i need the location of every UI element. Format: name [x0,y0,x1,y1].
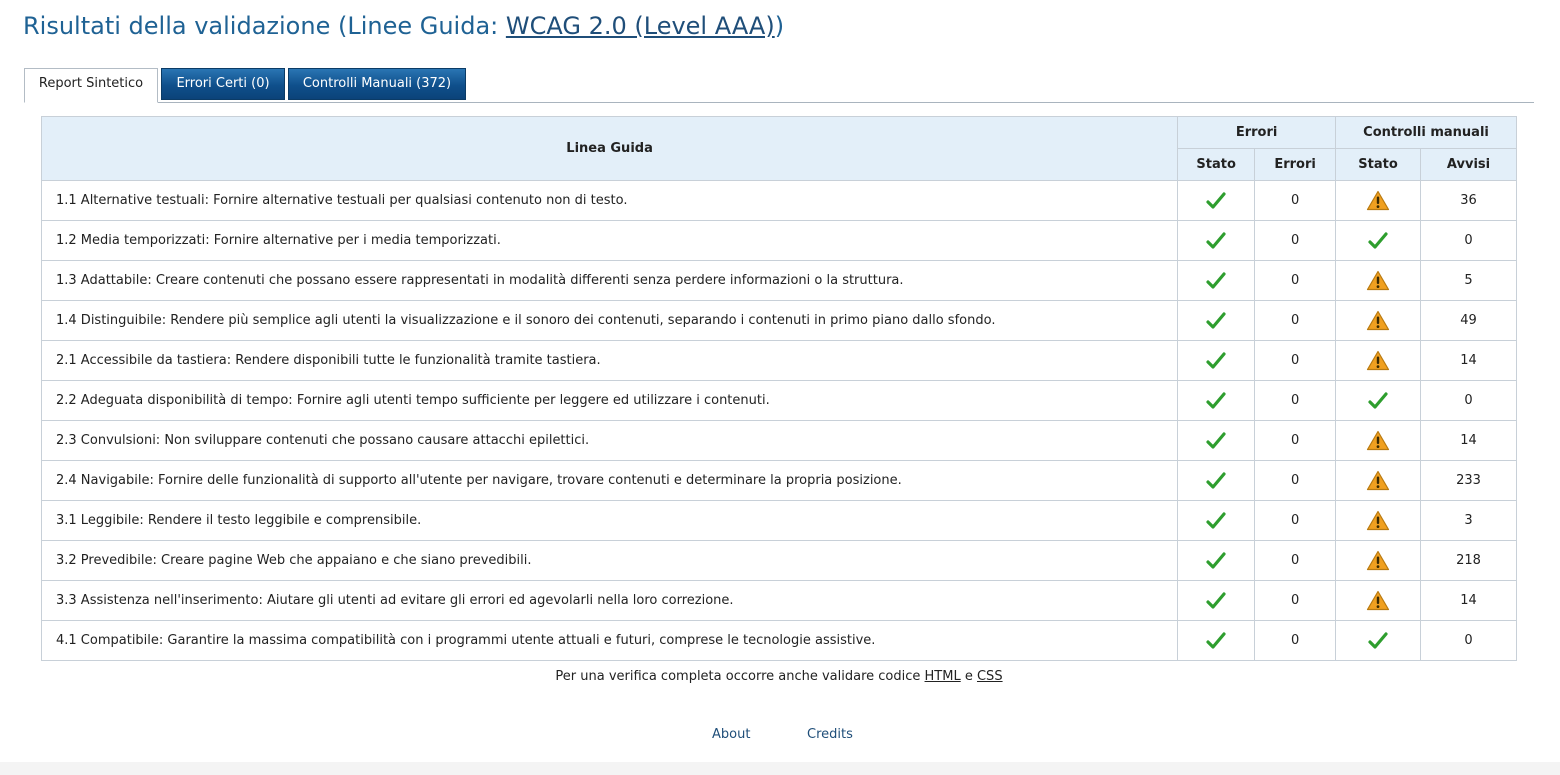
check-icon [1206,393,1226,408]
warning-icon [1366,553,1390,568]
guideline-cell: 2.2 Adeguata disponibilità di tempo: Fornire agli utenti tempo sufficiente per leggere ed utilizzare i contenuti. [42,381,1178,421]
error-status-cell [1178,221,1255,261]
error-status-cell [1178,381,1255,421]
page-title [23,12,784,40]
error-status-cell [1178,621,1255,661]
error-count-cell: 0 [1255,621,1336,661]
guideline-cell: 1.4 Distinguibile: Rendere più semplice agli utenti la visualizzazione e il sonoro dei contenuti, separando i contenuti in primo piano dallo sfondo. [42,301,1178,341]
manual-status-cell [1336,261,1421,301]
table-row [42,461,1517,501]
header-avvisi: Avvisi [1421,149,1517,181]
manual-status-cell [1336,581,1421,621]
check-icon [1206,513,1226,528]
warnings-count-cell: 3 [1421,501,1517,541]
check-icon [1206,433,1226,448]
css-link[interactable]: CSS [976,669,1003,684]
guideline-cell: 2.4 Navigabile: Fornire delle funzionalità di supporto all'utente per navigare, trovare contenuti e determinare la propria posizione. [42,461,1178,501]
page-title-prefix: Risultati della validazione (Linee Guida: [23,12,506,40]
manual-status-cell [1336,541,1421,581]
error-count-cell: 0 [1255,581,1336,621]
warning-icon [1366,593,1390,608]
manual-status-cell [1336,301,1421,341]
results-table [41,116,1517,661]
error-status-cell [1178,541,1255,581]
tab-bar [24,68,1534,103]
bottom-strip [0,762,1560,775]
header-errori: Errori [1255,149,1336,181]
warnings-count-cell: 14 [1421,341,1517,381]
validation-footnote [0,669,1558,684]
warning-icon [1366,353,1390,368]
guideline-cell: 2.3 Convulsioni: Non sviluppare contenuti che possano causare attacchi epilettici. [42,421,1178,461]
check-icon [1368,233,1388,248]
error-count-cell: 0 [1255,221,1336,261]
check-icon [1206,193,1226,208]
check-icon [1206,553,1226,568]
warning-icon [1366,513,1390,528]
check-icon [1206,313,1226,328]
warning-icon [1366,273,1390,288]
error-count-cell: 0 [1255,301,1336,341]
table-row [42,221,1517,261]
error-count-cell: 0 [1255,341,1336,381]
header-errori-group: Errori [1178,117,1336,149]
warnings-count-cell: 0 [1421,221,1517,261]
manual-status-cell [1336,501,1421,541]
table-row [42,541,1517,581]
error-count-cell: 0 [1255,541,1336,581]
warning-icon [1366,193,1390,208]
guideline-cell: 1.2 Media temporizzati: Fornire alternative per i media temporizzati. [42,221,1178,261]
error-status-cell [1178,461,1255,501]
table-row [42,421,1517,461]
error-count-cell: 0 [1255,501,1336,541]
header-stato-errori: Stato [1178,149,1255,181]
table-row [42,181,1517,221]
warning-icon [1366,313,1390,328]
warnings-count-cell: 14 [1421,421,1517,461]
error-status-cell [1178,421,1255,461]
table-row [42,621,1517,661]
warnings-count-cell: 233 [1421,461,1517,501]
tab-controlli-manuali[interactable]: Controlli Manuali (372) [288,68,466,100]
header-stato-manuali: Stato [1336,149,1421,181]
error-count-cell: 0 [1255,421,1336,461]
check-icon [1206,233,1226,248]
credits-link[interactable]: Credits [807,727,853,742]
error-status-cell [1178,501,1255,541]
header-linea-guida: Linea Guida [42,117,1178,181]
warning-icon [1366,473,1390,488]
error-count-cell: 0 [1255,381,1336,421]
guideline-cell: 3.2 Prevedibile: Creare pagine Web che appaiano e che siano prevedibili. [42,541,1178,581]
error-count-cell: 0 [1255,461,1336,501]
table-row [42,301,1517,341]
check-icon [1206,353,1226,368]
html-link[interactable]: HTML [924,669,961,684]
manual-status-cell [1336,341,1421,381]
warnings-count-cell: 5 [1421,261,1517,301]
table-row [42,261,1517,301]
manual-status-cell [1336,381,1421,421]
error-status-cell [1178,341,1255,381]
tab-errori-certi[interactable]: Errori Certi (0) [161,68,285,100]
page-title-suffix: ) [774,12,785,40]
tab-report-sintetico[interactable]: Report Sintetico [24,68,158,103]
manual-status-cell [1336,221,1421,261]
check-icon [1206,273,1226,288]
table-row [42,501,1517,541]
header-controlli-manuali-group: Controlli manuali [1336,117,1517,149]
footnote-text: Per una verifica completa occorre anche validare codice [555,669,925,684]
check-icon [1368,393,1388,408]
manual-status-cell [1336,421,1421,461]
check-icon [1206,473,1226,488]
warnings-count-cell: 49 [1421,301,1517,341]
warnings-count-cell: 14 [1421,581,1517,621]
warning-icon [1366,433,1390,448]
check-icon [1368,633,1388,648]
error-status-cell [1178,261,1255,301]
guideline-cell: 2.1 Accessibile da tastiera: Rendere disponibili tutte le funzionalità tramite tastiera. [42,341,1178,381]
warnings-count-cell: 36 [1421,181,1517,221]
error-status-cell [1178,581,1255,621]
error-count-cell: 0 [1255,181,1336,221]
warnings-count-cell: 218 [1421,541,1517,581]
error-status-cell [1178,181,1255,221]
guideline-link[interactable]: WCAG 2.0 (Level AAA) [505,12,775,40]
footnote-and: e [960,669,977,684]
guideline-cell: 1.3 Adattabile: Creare contenuti che possano essere rappresentati in modalità differenti senza perdere informazioni o la struttura. [42,261,1178,301]
table-row [42,381,1517,421]
manual-status-cell [1336,181,1421,221]
guideline-cell: 4.1 Compatibile: Garantire la massima compatibilità con i programmi utente attuali e futuri, comprese le tecnologie assistive. [42,621,1178,661]
check-icon [1206,593,1226,608]
warnings-count-cell: 0 [1421,621,1517,661]
table-row [42,341,1517,381]
check-icon [1206,633,1226,648]
table-row [42,581,1517,621]
manual-status-cell [1336,621,1421,661]
manual-status-cell [1336,461,1421,501]
guideline-cell: 3.1 Leggibile: Rendere il testo leggibile e comprensibile. [42,501,1178,541]
error-status-cell [1178,301,1255,341]
error-count-cell: 0 [1255,261,1336,301]
about-link[interactable]: About [712,727,751,742]
guideline-cell: 3.3 Assistenza nell'inserimento: Aiutare gli utenti ad evitare gli errori ed agevolarli nella loro correzione. [42,581,1178,621]
warnings-count-cell: 0 [1421,381,1517,421]
guideline-cell: 1.1 Alternative testuali: Fornire alternative testuali per qualsiasi contenuto non di testo. [42,181,1178,221]
